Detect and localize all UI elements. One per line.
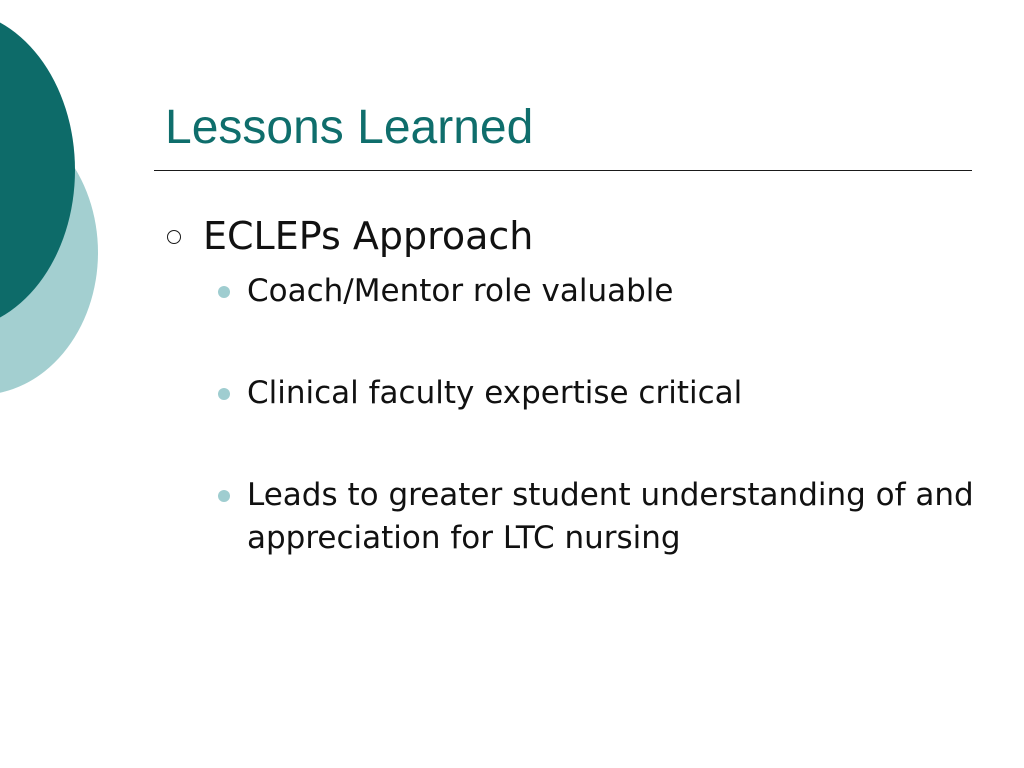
sub-bullet-item (165, 372, 985, 415)
bullet-item (165, 212, 985, 260)
bullet-text: ECLEPs Approach (203, 214, 534, 258)
filled-dot-bullet-icon (218, 388, 230, 400)
slide-body (165, 212, 985, 619)
filled-dot-bullet-icon (218, 286, 230, 298)
slide-title: Lessons Learned (165, 101, 534, 154)
sub-bullet-text: Clinical faculty expertise critical (247, 375, 743, 411)
sub-bullet-item (165, 270, 985, 313)
filled-dot-bullet-icon (218, 490, 230, 502)
hollow-circle-bullet-icon (167, 230, 181, 244)
sub-bullet-list (165, 270, 985, 560)
sub-bullet-item (165, 474, 985, 560)
sub-bullet-text: Coach/Mentor role valuable (247, 273, 674, 309)
title-divider (154, 170, 972, 171)
sub-bullet-text: Leads to greater student understanding of and appreciation for LTC nursing (247, 477, 974, 556)
